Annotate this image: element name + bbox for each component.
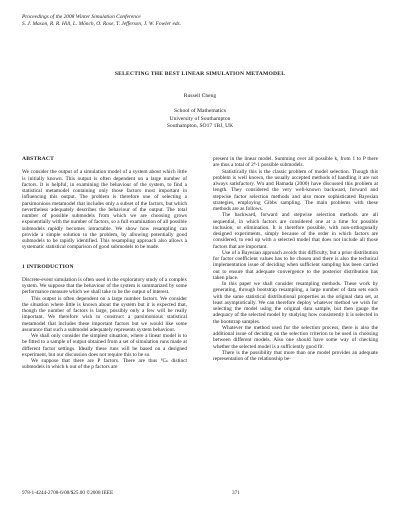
author-block bbox=[0, 93, 400, 131]
right-paragraph-3: The backward, forward and stepwise selection methods are all sequential, in which factors are considered one at a time for possible inclusion, or elimination. It is therefore possible, with non-orthogonally designed experiments, simply because of the order in which factors are considered, to end up with a selected model that does not include all those factors that are important. bbox=[213, 212, 378, 250]
left-column bbox=[22, 156, 187, 371]
intro-paragraph-2: This output is often dependent on a large number factors. We consider the situation where little is known about the system but it is expected that, though the number of factors is large, possibly only a few will be really important. We therefore wish to construct a parsimonious statistical metamodel that includes these important factors but we would like some assurance that such a submodel adequately represents system behaviour. bbox=[22, 295, 187, 333]
affiliation-address: Southampton, SO17 1BJ, UK bbox=[166, 123, 234, 130]
intro-paragraph-1: Discrete-event simulation is often used in the exploratory study of a complex system. We suppose that the behaviour of the system is summarized by some performance measure which we shall take to be the output of interest. bbox=[22, 276, 187, 296]
intro-paragraph-3: We shall only consider the simplest situation, where a linear model is to be fitted to a sample of output obtained from a set of simulation runs made at different factor settings. Ideally these runs will be based on a designed experiment, but our discussion does not require this to be so. bbox=[22, 333, 187, 358]
right-column bbox=[213, 156, 378, 362]
right-paragraph-5: In this paper we shall consider resampling methods. These work by generating, through bootstrap resampling, a large number of data sets each with the same statistical distributional properties as the original data set, at least asymptotically. We can therefore deploy whatever method we wish for selecting the model using the original data sample, but then gauge the adequacy of the selected model by studying how consistently it is selected in the bootstrap samples. bbox=[213, 281, 378, 325]
page-number: 371 bbox=[232, 490, 240, 496]
abstract-text: We consider the output of a simulation model of a system about which little is initially known. This output is often dependent on a large number of factors. It is helpful, in examining the behaviour of the system, to find a statistical metamodel containing only those factors most important in influencing this output. The problem is therefore one of selecting a parsimonious metamodel that includes only a subset of the factors, but which nevertheless adequately describes the behaviour of the output. The total number of possible submodels from which we are choosing grows exponentially with the number of factors, so a full examination of all possible submodels rapidly becomes intractable. We show how resampling can provide a simple solution to the problem, by allowing potentially good submodels to be rapidly identified. This resampling approach also allows a systematic statistical comparison of good submodels to be made. bbox=[22, 169, 187, 251]
paper-title: SELECTING THE BEST LINEAR SIMULATION METAMODEL bbox=[114, 71, 286, 77]
right-paragraph-1: present in the linear model. Summing over all possible k, from 1 to P there are thus a total of 2ᴾ-1 possible submodels. bbox=[213, 156, 378, 169]
abstract-heading: ABSTRACT bbox=[22, 156, 55, 162]
header-line-editors: S. J. Mason, R. R. Hill, L. Mönch, O. Rose, T. Jefferson, J. W. Fowler eds. bbox=[22, 21, 182, 27]
affiliation-school: School of Mathematics bbox=[174, 108, 226, 115]
footer-isbn: 978-1-4244-2708-6/08/$25.00 ©2008 IEEE bbox=[22, 490, 114, 496]
header-line-conference: Proceedings of the 2008 Winter Simulation Conference bbox=[22, 14, 141, 20]
intro-paragraph-4: We suppose that there are P factors. There are thus ᴾCₖ distinct submodels in which k out of the p factors are bbox=[22, 358, 187, 371]
affiliation-university: University of Southampton bbox=[169, 115, 231, 122]
right-paragraph-4: Use of a Bayesian approach avoids this difficulty, but a prior distribution for factor coefficient values has to be chosen and there is also the technical implementation issue of deciding when sufficient sampling has been carried out to ensure that adequate convergence to the posterior distribution has taken place. bbox=[213, 249, 378, 281]
author-name: Russell Cheng bbox=[183, 93, 217, 99]
right-paragraph-2: Statistically this is the classic problem of model selection. Though this problem is well known, the usually accepted methods of handling it are not always satisfactory. Wu and Hamada (2000) have discussed this problem at length. They considered the very well-known backward, forward and stepwise factor selection methods and also more sophisticated Bayesian strategies, employing Gibbs sampling. The main problems with these methods are as follows. bbox=[213, 168, 378, 212]
right-paragraph-6: Whatever the method used for the selection process, there is also the additional issue of deciding on the selection criterion to be used in choosing between different models. Also one should have some way of checking whether the selected model is a sufficiently good fit. bbox=[213, 324, 378, 350]
proceedings-header bbox=[22, 14, 322, 28]
introduction-heading: 1 INTRODUCTION bbox=[22, 263, 74, 270]
right-paragraph-7: There is the possibility that more than one model provides an adequate representation of the relationship be- bbox=[213, 349, 378, 362]
